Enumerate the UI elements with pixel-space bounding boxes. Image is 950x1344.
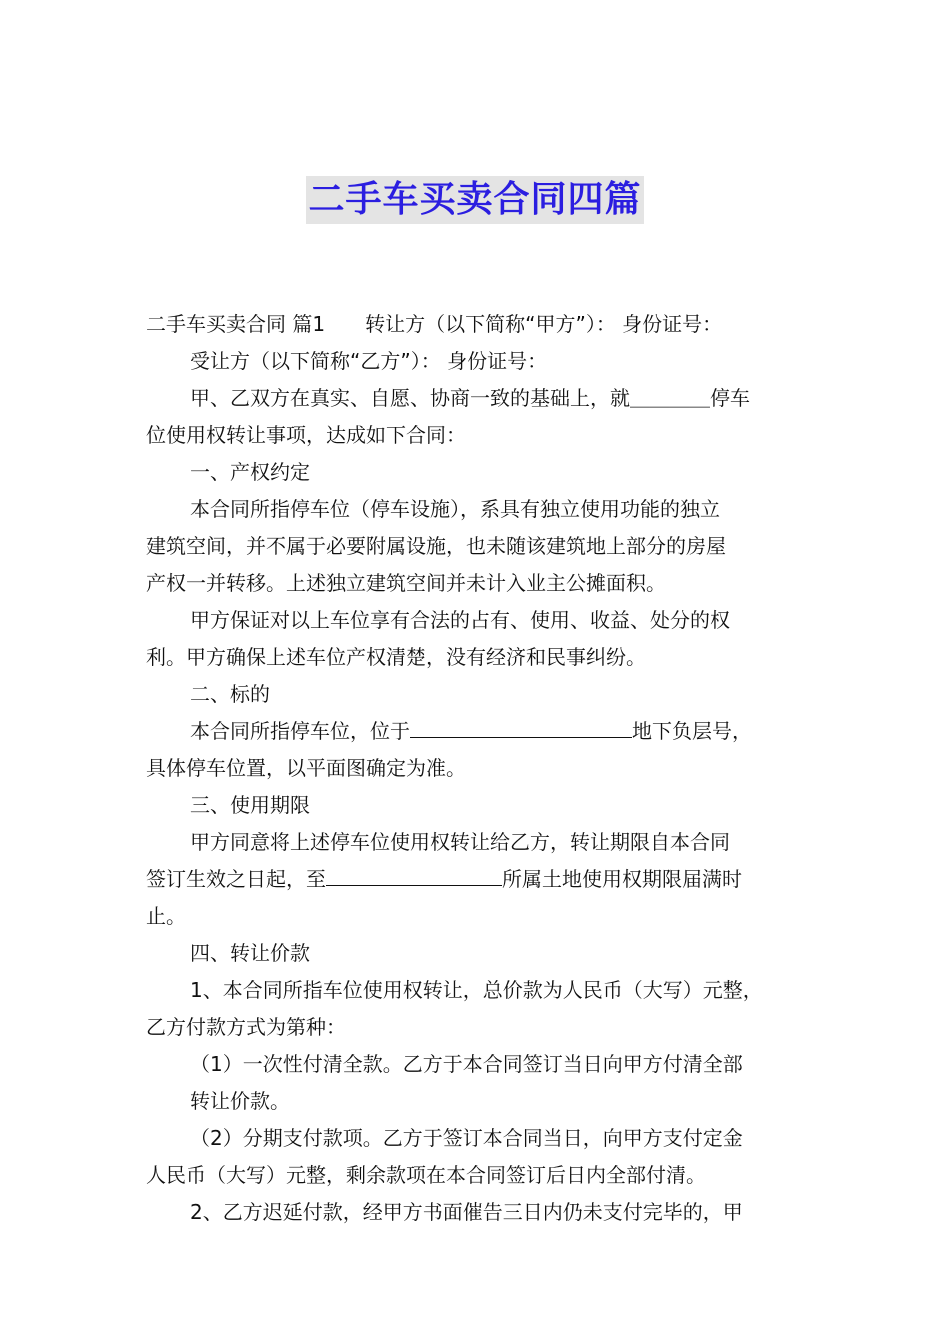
paragraph-line: 建筑空间，并不属于必要附属设施，也未随该建筑地上部分的房屋 xyxy=(146,534,726,558)
clause-heading: 四、转让价款 xyxy=(190,941,310,965)
paragraph-line: 位使用权转让事项，达成如下合同： xyxy=(146,423,466,447)
paragraph-line xyxy=(146,861,810,898)
clause-heading: 一、产权约定 xyxy=(190,460,310,484)
paragraph-line: 受让方（以下简称“乙方”）： 身份证号： xyxy=(190,349,548,373)
section-heading: 二手车买卖合同 篇1 xyxy=(146,312,326,336)
text-span: 甲、乙双方在真实、自愿、协商一致的基础上，就 xyxy=(190,386,630,410)
text-span: 停车 xyxy=(710,386,750,410)
paragraph-line: 1、本合同所指车位使用权转让，总价款为人民币（大写）元整， xyxy=(190,978,763,1002)
text-span: 签订生效之日起，至 xyxy=(146,867,326,891)
blank-field: ＿＿＿＿ xyxy=(630,386,710,410)
paragraph-line: 产权一并转移。上述独立建筑空间并未计入业主公摊面积。 xyxy=(146,571,666,595)
paragraph-line: 具体停车位置，以平面图确定为准。 xyxy=(146,756,466,780)
paragraph-line: 甲方保证对以上车位享有合法的占有、使用、收益、处分的权 xyxy=(190,608,730,632)
text-span: 所属土地使用权期限届满时 xyxy=(502,867,742,891)
paragraph-line: 止。 xyxy=(146,904,186,928)
text-span: 地下负层号， xyxy=(632,719,752,743)
paragraph-line: （1）一次性付清全款。乙方于本合同签订当日向甲方付清全部 xyxy=(190,1052,743,1076)
clause-heading: 二、标的 xyxy=(190,682,270,706)
paragraph-line xyxy=(146,713,810,750)
document-title: 二手车买卖合同四篇 xyxy=(306,176,643,224)
paragraph-line xyxy=(146,306,810,343)
blank-field xyxy=(326,863,502,886)
transferor-line: 转让方（以下简称“甲方”）： 身份证号： xyxy=(365,312,723,336)
paragraph-line: 利。甲方确保上述车位产权清楚，没有经济和民事纠纷。 xyxy=(146,645,646,669)
paragraph-line: （2）分期支付款项。乙方于签订本合同当日，向甲方支付定金 xyxy=(190,1126,743,1150)
paragraph-line: 人民币（大写）元整，剩余款项在本合同签订后日内全部付清。 xyxy=(146,1163,706,1187)
clause-heading: 三、使用期限 xyxy=(190,793,310,817)
paragraph-line: 乙方付款方式为第种： xyxy=(146,1015,346,1039)
paragraph-line: 本合同所指停车位（停车设施），系具有独立使用功能的独立 xyxy=(190,497,720,521)
document-body xyxy=(146,306,810,1231)
document-title-wrap xyxy=(0,176,950,224)
paragraph-line: 甲方同意将上述停车位使用权转让给乙方，转让期限自本合同 xyxy=(190,830,730,854)
text-span: 本合同所指停车位，位于 xyxy=(190,719,410,743)
paragraph-line xyxy=(146,380,810,417)
paragraph-line: 2、乙方迟延付款，经甲方书面催告三日内仍未支付完毕的，甲 xyxy=(190,1200,743,1224)
paragraph-line: 转让价款。 xyxy=(190,1089,290,1113)
blank-field xyxy=(410,715,632,738)
